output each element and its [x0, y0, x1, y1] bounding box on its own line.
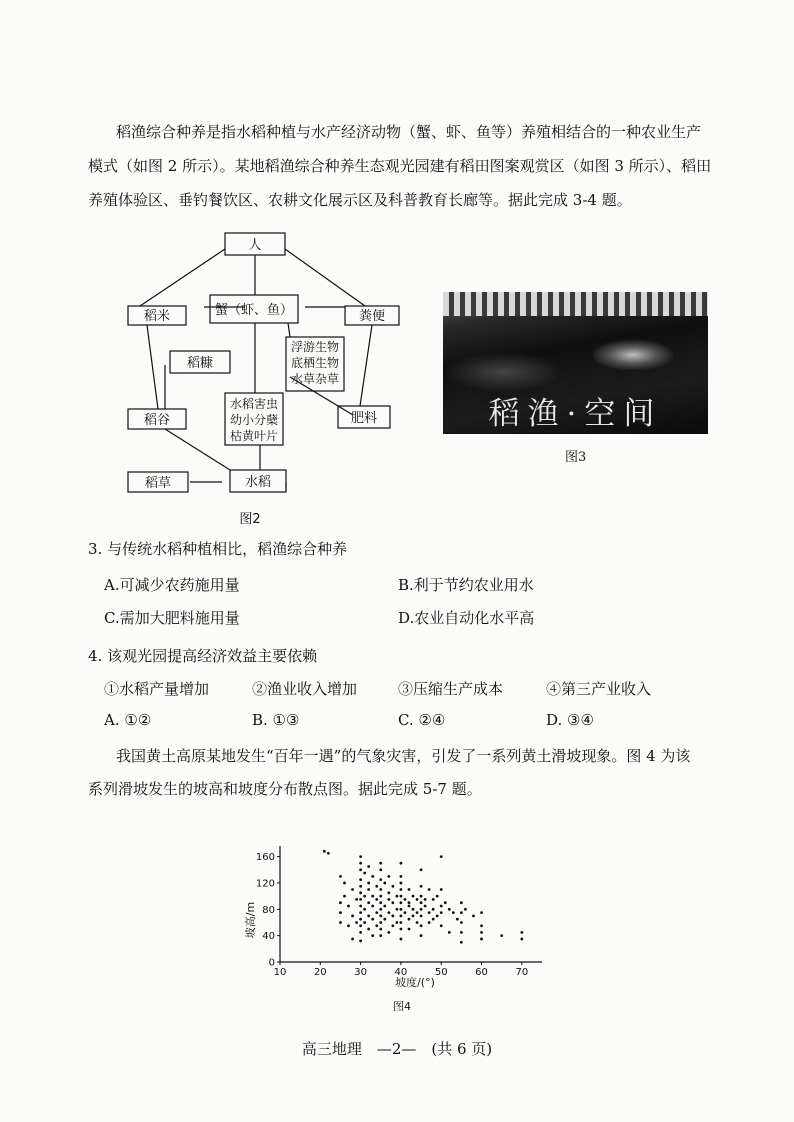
intro-paragraph-1-line-1: 稻渔综合种养是指水稻种植与水产经济动物（蟹、虾、鱼等）养殖相结合的一种农业生产 — [116, 123, 702, 141]
intro-paragraph-2-line-1: 我国黄土高原某地发生“百年一遇”的气象灾害，引发了一系列黄土滑坡现象。图 4 为该 — [116, 747, 691, 765]
scatter-point — [359, 868, 362, 871]
scatter-point — [480, 911, 483, 914]
question-3-option-b: B.利于节约农业用水 — [398, 576, 534, 594]
scatter-point — [440, 905, 443, 908]
scatter-point — [448, 931, 451, 934]
scatter-point — [440, 924, 443, 927]
scatter-point — [343, 895, 346, 898]
scatter-point — [359, 931, 362, 934]
scatter-point — [359, 878, 362, 881]
scatter-point — [408, 901, 411, 904]
scatter-point — [404, 911, 407, 914]
node-fuyou-1: 浮游生物 — [290, 340, 340, 354]
scatter-point — [367, 901, 370, 904]
scatter-point — [339, 921, 342, 924]
figure-2-caption: 图2 — [239, 512, 261, 525]
scatter-point — [347, 905, 350, 908]
node-fuyou-2: 底栖生物 — [290, 356, 340, 370]
scatter-point — [412, 908, 415, 911]
node-fenbian: 粪便 — [358, 309, 386, 324]
intro-paragraph-1-line-2: 模式（如图 2 所示）。某地稻渔综合种养生态观光园建有稻田图案观赏区（如图 3 所示）、稻田 — [88, 157, 712, 175]
scatter-point — [460, 901, 463, 904]
scatter-point — [520, 931, 523, 934]
scatter-point — [400, 908, 403, 911]
scatter-point — [371, 918, 374, 921]
scatter-point — [391, 901, 394, 904]
scatter-point — [379, 921, 382, 924]
question-3-option-c: C.需加大肥料施用量 — [104, 609, 240, 627]
scatter-point — [367, 928, 370, 931]
question-4-item-1: ①水稻产量增加 — [104, 680, 210, 698]
question-4-option-d: D. ③④ — [546, 711, 594, 729]
scatter-point — [460, 931, 463, 934]
scatter-point — [351, 914, 354, 917]
y-tick-label: 40 — [262, 931, 275, 943]
scatter-point — [339, 911, 342, 914]
figure-4-caption: 图4 — [393, 1000, 411, 1013]
scatter-point — [367, 914, 370, 917]
scatter-point — [339, 901, 342, 904]
scatter-point — [420, 895, 423, 898]
question-4-stem: 4. 该观光园提高经济效益主要依赖 — [88, 647, 318, 665]
scatter-point — [440, 888, 443, 891]
scatter-point — [371, 934, 374, 937]
scatter-point — [416, 911, 419, 914]
scatter-point — [420, 924, 423, 927]
scatter-point — [379, 908, 382, 911]
scatter-point — [367, 865, 370, 868]
scatter-point — [424, 898, 427, 901]
node-daocao: 稻草 — [144, 476, 172, 491]
scatter-point — [379, 895, 382, 898]
scatter-point — [359, 885, 362, 888]
node-xie: 蟹（虾、鱼） — [214, 303, 294, 318]
question-4-option-c: C. ②④ — [398, 711, 446, 729]
scatter-point — [480, 931, 483, 934]
scatter-point — [355, 898, 358, 901]
scatter-point — [379, 934, 382, 937]
y-tick-label: 160 — [255, 852, 275, 864]
scatter-point — [359, 891, 362, 894]
scatter-point — [404, 898, 407, 901]
scatter-point — [400, 901, 403, 904]
scatter-point — [460, 921, 463, 924]
scatter-point — [408, 918, 411, 921]
scatter-point — [440, 911, 443, 914]
scatter-point — [420, 868, 423, 871]
figure-4-scatter-chart — [240, 820, 570, 1030]
scatter-point — [420, 885, 423, 888]
y-tick-label: 80 — [262, 904, 275, 916]
node-haichong-3: 枯黄叶片 — [229, 429, 279, 443]
scatter-point — [460, 941, 463, 944]
scatter-point — [408, 888, 411, 891]
scatter-point — [448, 908, 451, 911]
scatter-point — [456, 918, 459, 921]
scatter-point — [428, 911, 431, 914]
figure-3-caption: 图3 — [565, 450, 587, 465]
scatter-point — [379, 878, 382, 881]
scatter-point — [379, 914, 382, 917]
scatter-point — [416, 921, 419, 924]
scatter-point — [343, 882, 346, 885]
scatter-point — [432, 918, 435, 921]
scatter-point — [367, 888, 370, 891]
scatter-point — [371, 895, 374, 898]
scatter-point — [395, 921, 398, 924]
node-daogu: 稻谷 — [143, 413, 171, 428]
y-axis-label: 坡高/m — [244, 901, 257, 939]
scatter-point — [400, 882, 403, 885]
scatter-point — [420, 914, 423, 917]
node-fuyou-3: 水草杂草 — [290, 372, 340, 386]
x-axis-label: 坡度/(°) — [395, 976, 435, 989]
scatter-point — [416, 898, 419, 901]
scatter-point — [347, 924, 350, 927]
scatter-point — [412, 895, 415, 898]
node-feiliao: 肥料 — [350, 411, 378, 426]
intro-paragraph-1-line-3: 养殖体验区、垂钓餐饮区、农耕文化展示区及科普教育长廊等。据此完成 3-4 题。 — [88, 191, 632, 209]
scatter-point — [444, 901, 447, 904]
scatter-point — [428, 921, 431, 924]
scatter-point — [359, 855, 362, 858]
intro-paragraph-2-line-2: 系列滑坡发生的坡高和坡度分布散点图。据此完成 5-7 题。 — [88, 780, 482, 798]
scatter-point — [363, 921, 366, 924]
scatter-point — [387, 931, 390, 934]
scatter-point — [359, 924, 362, 927]
scatter-point — [400, 862, 403, 865]
scatter-point — [363, 908, 366, 911]
scatter-point — [460, 911, 463, 914]
scatter-point — [323, 850, 326, 853]
x-tick-label: 30 — [354, 967, 367, 978]
x-tick-label: 20 — [313, 967, 327, 978]
scatter-point — [432, 908, 435, 911]
node-shuidao: 水稻 — [244, 475, 272, 490]
node-haichong-1: 水稻害虫 — [229, 397, 279, 411]
scatter-point — [375, 911, 378, 914]
scatter-point — [400, 921, 403, 924]
scatter-point — [387, 911, 390, 914]
scatter-point — [400, 928, 403, 931]
figure-2-diagram — [110, 225, 420, 525]
question-4-item-3: ③压缩生产成本 — [398, 680, 504, 698]
scatter-point — [359, 918, 362, 921]
scatter-point — [371, 905, 374, 908]
scatter-point — [400, 914, 403, 917]
scatter-point — [395, 908, 398, 911]
x-tick-label: 50 — [434, 967, 448, 978]
scatter-point — [480, 924, 483, 927]
scatter-point — [371, 875, 374, 878]
y-tick-label: 0 — [268, 957, 275, 969]
scatter-point — [363, 895, 366, 898]
scatter-point — [464, 908, 467, 911]
scatter-point — [359, 862, 362, 865]
scatter-point — [432, 898, 435, 901]
scatter-point — [359, 940, 362, 943]
scatter-point — [379, 901, 382, 904]
scatter-point — [351, 938, 354, 941]
node-ren: 人 — [248, 238, 262, 253]
scatter-point — [420, 908, 423, 911]
scatter-point — [383, 918, 386, 921]
page-footer: 高三地理 —2— (共 6 页) — [301, 1040, 493, 1058]
scatter-point — [424, 905, 427, 908]
scatter-point — [327, 852, 330, 855]
scatter-point — [351, 888, 354, 891]
scatter-point — [379, 862, 382, 865]
scatter-point — [363, 872, 366, 875]
y-tick-label: 120 — [255, 878, 275, 890]
scatter-point — [436, 895, 439, 898]
scatter-point — [500, 934, 503, 937]
scatter-point — [420, 901, 423, 904]
scatter-point — [375, 924, 378, 927]
scatter-point — [383, 905, 386, 908]
scatter-point — [420, 934, 423, 937]
question-4-item-4: ④第三产业收入 — [546, 680, 652, 698]
scatter-point — [367, 882, 370, 885]
scatter-point — [400, 875, 403, 878]
scatter-point — [339, 875, 342, 878]
scatter-point — [387, 875, 390, 878]
scatter-point — [375, 898, 378, 901]
question-4-option-a: A. ①② — [104, 711, 152, 729]
x-tick-label: 40 — [394, 967, 408, 978]
scatter-point — [440, 855, 443, 858]
scatter-point — [408, 928, 411, 931]
scatter-point — [412, 914, 415, 917]
scatter-point — [400, 895, 403, 898]
scatter-point — [480, 938, 483, 941]
photo-overlay-text: 稻渔·空间 — [488, 396, 663, 432]
question-4-option-b: B. ①③ — [252, 711, 300, 729]
node-haichong-2: 幼小分蘖 — [229, 413, 279, 427]
scatter-point — [359, 911, 362, 914]
node-daomi: 稻米 — [143, 309, 171, 324]
scatter-point — [436, 914, 439, 917]
scatter-point — [400, 938, 403, 941]
x-tick-label: 10 — [273, 967, 287, 978]
scatter-point — [387, 891, 390, 894]
scatter-point — [387, 898, 390, 901]
x-tick-label: 60 — [475, 967, 488, 978]
scatter-point — [355, 921, 358, 924]
scatter-point — [391, 914, 394, 917]
scatter-point — [452, 911, 455, 914]
question-3-option-a: A.可减少农药施用量 — [104, 576, 240, 594]
scatter-point — [408, 905, 411, 908]
scatter-point — [391, 885, 394, 888]
question-3-stem: 3. 与传统水稻种植相比，稻渔综合种养 — [88, 540, 348, 558]
scatter-point — [472, 914, 475, 917]
question-4-item-2: ②渔业收入增加 — [252, 680, 358, 698]
scatter-point — [428, 888, 431, 891]
scatter-point — [359, 898, 362, 901]
node-daokang: 稻糠 — [186, 356, 214, 371]
scatter-point — [400, 888, 403, 891]
scatter-point — [379, 868, 382, 871]
scatter-point — [375, 885, 378, 888]
scatter-point — [359, 905, 362, 908]
x-tick-label: 70 — [515, 967, 529, 978]
scatter-point — [383, 882, 386, 885]
scatter-point — [379, 888, 382, 891]
figure-3-photo — [443, 292, 708, 434]
scatter-point — [391, 924, 394, 927]
scatter-point — [520, 938, 523, 941]
scatter-point — [379, 928, 382, 931]
scatter-point — [395, 895, 398, 898]
question-3-option-d: D.农业自动化水平高 — [398, 609, 535, 627]
